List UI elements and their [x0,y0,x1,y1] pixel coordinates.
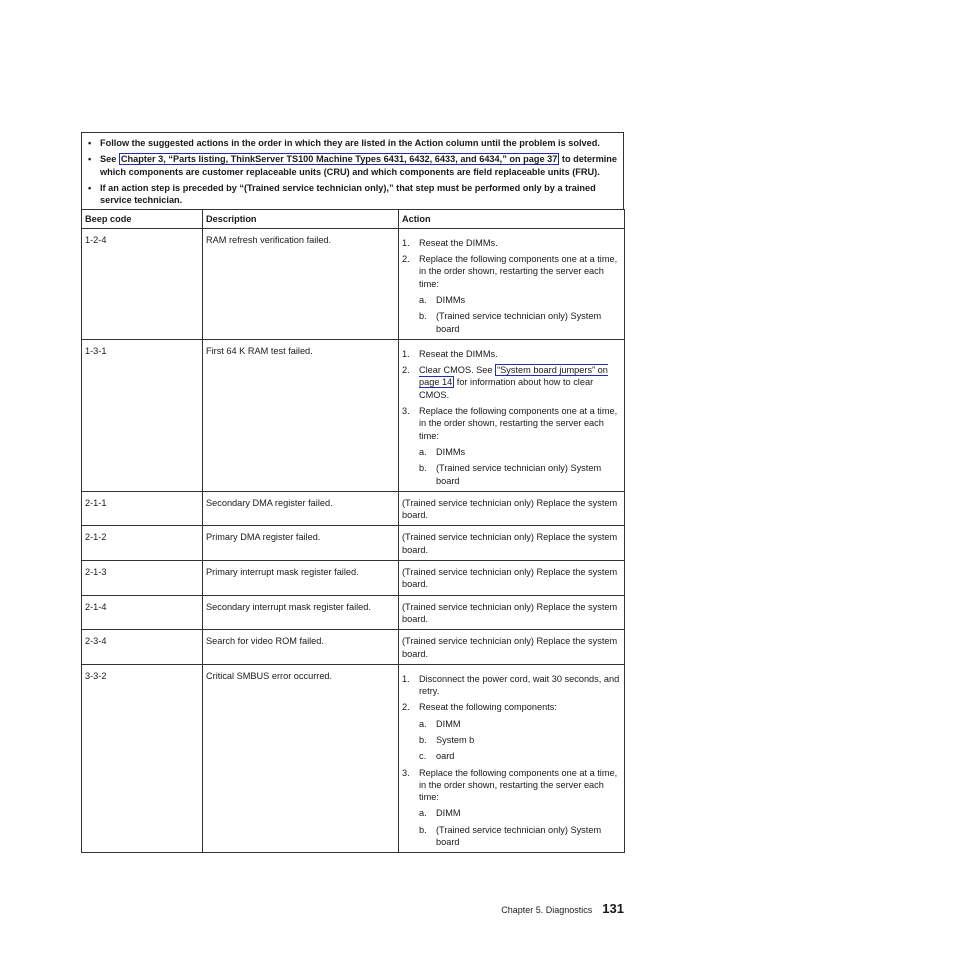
beep-code-cell: 2-1-3 [82,561,203,596]
note-item [86,137,619,149]
table-row [82,491,625,526]
action-substep [419,807,621,819]
header-beep-code: Beep code [82,210,203,228]
beep-code-cell: 2-3-4 [82,630,203,665]
page-number: 131 [602,901,624,916]
beep-code-cell: 1-3-1 [82,339,203,491]
beep-code-cell: 2-1-4 [82,595,203,630]
table-row [82,526,625,561]
header-description: Description [203,210,399,228]
bullet-icon: • [88,154,92,165]
note-item [86,182,619,207]
step-text: Clear CMOS. See [419,365,496,376]
action-step [402,364,621,401]
substep-letter: b. [419,824,427,835]
step-number: 3. [402,767,410,778]
step-text: Reseat the DIMMs. [419,348,498,359]
header-action: Action [399,210,625,228]
table-row [82,595,625,630]
action-step [402,701,621,762]
system-board-jumpers-link[interactable]: “System board jumpers” on page 14 [419,365,608,388]
beep-code-table [81,209,625,853]
description-cell: Search for video ROM failed. [203,630,399,665]
action-step [402,767,621,849]
action-substeps [419,718,621,763]
action-cell [399,339,625,491]
beep-code-table-block [81,132,624,853]
substep-text: (Trained service technician only) System board [436,463,602,486]
substep-letter: b. [419,734,427,745]
step-number: 1. [402,673,410,684]
action-steps [402,348,621,487]
action-cell: (Trained service technician only) Replace the system board. [399,491,625,526]
action-cell: (Trained service technician only) Replace the system board. [399,630,625,665]
description-cell: Secondary DMA register failed. [203,491,399,526]
action-substep [419,750,621,762]
action-substeps [419,807,621,848]
description-cell: Secondary interrupt mask register failed. [203,595,399,630]
table-row [82,630,625,665]
bullet-icon: • [88,138,92,148]
table-row [82,664,625,853]
substep-letter: a. [419,808,427,819]
description-cell: Critical SMBUS error occurred. [203,664,399,853]
parts-listing-link[interactable]: Chapter 3, “Parts listing, ThinkServer TS100 Machine Types 6431, 6432, 6433, and 6434,” on page 37 [120,154,558,165]
step-number: 3. [402,406,410,417]
step-number: 2. [402,702,410,713]
action-substep [419,718,621,730]
action-step [402,253,621,335]
table-header-row [82,210,625,228]
action-cell: (Trained service technician only) Replace the system board. [399,561,625,596]
action-substep [419,824,621,849]
beep-code-cell: 1-2-4 [82,228,203,339]
step-text: for information about how to clear CMOS. [419,377,594,400]
note-text: If an action step is preceded by “(Trained service technician only),” that step must be performed only by a trained service technician. [100,182,596,206]
action-cell [399,664,625,853]
action-substeps [419,294,621,335]
note-item [86,153,619,178]
step-number: 2. [402,365,410,376]
substep-letter: a. [419,294,427,305]
substep-text: DIMM [436,808,461,819]
table-row [82,561,625,596]
description-cell: First 64 K RAM test failed. [203,339,399,491]
bullet-icon: • [88,182,92,193]
substep-letter: b. [419,463,427,474]
action-substep [419,446,621,458]
note-text: See [100,154,119,165]
action-step [402,237,621,249]
step-number: 1. [402,348,410,359]
description-cell: Primary DMA register failed. [203,526,399,561]
step-number: 2. [402,254,410,265]
note-text: to determine which components are customer replaceable units (CRU) and which components are field replaceable units (FRU). [100,154,618,177]
description-cell: Primary interrupt mask register failed. [203,561,399,596]
action-substep [419,462,621,487]
beep-code-cell: 2-1-2 [82,526,203,561]
chapter-title: Chapter 5. Diagnostics [501,905,593,915]
step-text: Reseat the following components: [419,702,557,713]
action-cell: (Trained service technician only) Replace the system board. [399,526,625,561]
beep-code-cell: 2-1-1 [82,491,203,526]
substep-text: DIMMs [436,294,466,305]
page-footer [0,900,624,918]
substep-text: System b [436,734,475,745]
step-text: Disconnect the power cord, wait 30 seconds, and retry. [419,673,620,697]
notes-box [81,132,624,209]
description-cell: RAM refresh verification failed. [203,228,399,339]
substep-letter: a. [419,718,427,729]
step-text: Replace the following components one at a time, in the order shown, restarting the server each time: [419,406,618,441]
step-text: Replace the following components one at a time, in the order shown, restarting the server each time: [419,767,618,803]
note-text: Follow the suggested actions in the order in which they are listed in the Action column until the problem is solved. [100,138,600,148]
action-steps [402,237,621,335]
step-text: Replace the following components one at a time, in the order shown, restarting the server each time: [419,254,618,289]
action-substep [419,294,621,306]
table-row [82,228,625,339]
action-substeps [419,446,621,487]
action-substep [419,310,621,335]
action-step [402,673,621,698]
substep-letter: a. [419,446,427,457]
substep-letter: b. [419,311,427,322]
substep-text: oard [436,751,455,762]
action-cell: (Trained service technician only) Replace the system board. [399,595,625,630]
action-step [402,405,621,487]
table-row [82,339,625,491]
substep-text: DIMMs [436,446,466,457]
beep-code-cell: 3-3-2 [82,664,203,853]
action-step [402,348,621,360]
action-substep [419,734,621,746]
step-text: Reseat the DIMMs. [419,237,498,248]
action-cell [399,228,625,339]
substep-letter: c. [419,751,427,762]
action-steps [402,673,621,849]
substep-text: (Trained service technician only) System board [436,311,602,334]
substep-text: DIMM [436,718,461,729]
substep-text: (Trained service technician only) System board [436,824,602,848]
step-number: 1. [402,237,410,248]
